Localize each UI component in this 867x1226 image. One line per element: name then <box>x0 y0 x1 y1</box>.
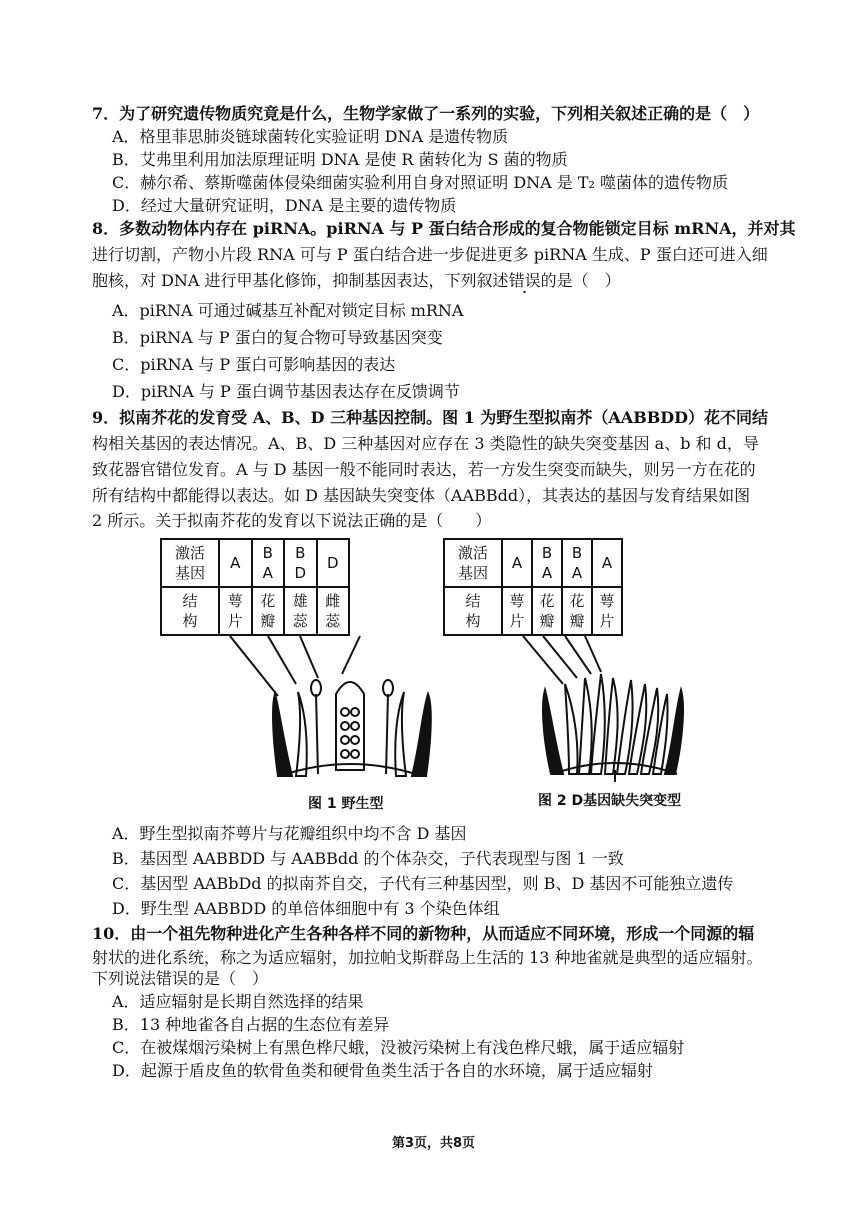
q8-stem-line-1: 8．多数动物体内存在 piRNA。piRNA 与 P 蛋白结合形成的复合物能锁定目标 mRNA，并对其 <box>92 219 796 238</box>
q8-option-d: D．piRNA 与 P 蛋白调节基因表达存在反馈调节 <box>112 382 460 401</box>
fig2-gene-row <box>444 539 622 587</box>
fig2-gene-cell-2: B A <box>532 539 562 587</box>
q10-option-c: C．在被煤烟污染树上有黑色桦尺蛾，没被污染树上有浅色桦尺蛾，属于适应辐射 <box>112 1038 685 1057</box>
fig1-gene-cell-3: B D <box>284 539 317 587</box>
fig2-structure-cell-4: 萼 片 <box>592 587 622 635</box>
q9-stem-line-3: 致花器官错位发育。A 与 D 基因一般不能同时表达，若一方发生突变而缺失，则另一方在花的 <box>92 460 756 479</box>
fig2-structure-cell-1: 萼 片 <box>502 587 532 635</box>
q7-stem: 7．为了研究遗传物质究竟是什么，生物学家做了一系列的实验，下列相关叙述正确的是（ ） <box>92 104 760 123</box>
fig1-structure-cell-2: 花 瓣 <box>252 587 285 635</box>
q10-stem-line-3: 下列说法错误的是（ ） <box>92 969 269 988</box>
fig1-structure-cell-3: 雄 蕊 <box>284 587 317 635</box>
fig2-structure-label: 结 构 <box>444 587 502 635</box>
fig1-gene-cell-4: D <box>317 539 350 587</box>
fig1-structure-row <box>161 587 349 635</box>
q8-stem-line-3 <box>92 270 812 292</box>
fig1-structure-cell-4: 雌 蕊 <box>317 587 350 635</box>
q9-option-d: D．野生型 AABBDD 的单倍体细胞中有 3 个染色体组 <box>112 899 500 918</box>
q8-option-a: A．piRNA 可通过碱基互补配对锁定目标 mRNA <box>112 301 464 320</box>
fig1-flower-illustration <box>200 634 440 784</box>
q10-option-a: A．适应辐射是长期自然选择的结果 <box>112 992 364 1011</box>
q7-option-d: D．经过大量研究证明，DNA 是主要的遗传物质 <box>112 196 457 215</box>
q8-stem-line-2: 进行切割，产物小片段 RNA 可与 P 蛋白结合进一步促进更多 piRNA 生成、P 蛋白还可进入细 <box>92 245 768 264</box>
q9-option-a: A．野生型拟南芥萼片与花瓣组织中均不含 D 基因 <box>112 824 467 843</box>
q9-stem-line-2: 构相关基因的表达情况。A、B、D 三种基因对应存在 3 类隐性的缺失突变基因 a、b 和 d，导 <box>92 434 759 453</box>
q7-option-c: C．赫尔希、蔡斯噬菌体侵染细菌实验利用自身对照证明 DNA 是 T₂ 噬菌体的遗传物质 <box>112 173 729 192</box>
fig2-gene-cell-1: A <box>502 539 532 587</box>
q7-option-a: A．格里菲思肺炎链球菌转化实验证明 DNA 是遗传物质 <box>112 127 509 146</box>
fig1-structure-cell-1: 萼 片 <box>219 587 252 635</box>
fig2-flower-illustration <box>505 634 705 782</box>
fig1-gene-cell-1: A <box>219 539 252 587</box>
q10-stem-line-2: 射状的进化系统，称之为适应辐射，加拉帕戈斯群岛上生活的 13 种地雀就是典型的适应辐射。 <box>92 948 763 967</box>
q8-option-b: B．piRNA 与 P 蛋白的复合物可导致基因突变 <box>112 328 443 347</box>
q9-stem-line-1: 9．拟南芥花的发育受 A、B、D 三种基因控制。图 1 为野生型拟南芥（AABBDD）花不同结 <box>92 408 768 427</box>
q8-emphasis-word: 错误 <box>508 271 541 290</box>
q10-option-b: B．13 种地雀各自占据的生态位有差异 <box>112 1015 390 1034</box>
fig2-gene-cell-3: B A <box>562 539 592 587</box>
q9-option-c: C．基因型 AABbDd 的拟南芥自交，子代有三种基因型，则 B、D 基因不可能独立遗传 <box>112 874 734 893</box>
fig1-table <box>160 538 350 636</box>
q9-option-b: B．基因型 AABBDD 与 AABBdd 的个体杂交，子代表现型与图 1 一致 <box>112 849 624 868</box>
page-number: 第3页，共8页 <box>391 1136 476 1151</box>
fig1-structure-label: 结 构 <box>161 587 219 635</box>
q8-option-c: C．piRNA 与 P 蛋白可影响基因的表达 <box>112 355 396 374</box>
fig2-gene-cell-4: A <box>592 539 622 587</box>
fig2-table <box>443 538 623 636</box>
q9-stem-line-4: 所有结构中都能得以表达。如 D 基因缺失突变体（AABBdd），其表达的基因与发育结果如图 <box>92 486 751 505</box>
q8-stem-line-3-text: 胞核，对 DNA 进行甲基化修饰，抑制基因表达，下列叙述 <box>92 271 509 290</box>
fig1-gene-cell-2: B A <box>252 539 285 587</box>
fig2-gene-label: 激活 基因 <box>444 539 502 587</box>
q10-stem-line-1: 10．由一个祖先物种进化产生各种各样不同的新物种，从而适应不同环境，形成一个同源的辐 <box>92 924 755 943</box>
q7-option-b: B．艾弗里利用加法原理证明 DNA 是使 R 菌转化为 S 菌的物质 <box>112 150 568 169</box>
fig2-structure-row <box>444 587 622 635</box>
q10-option-d: D．起源于盾皮鱼的软骨鱼类和硬骨鱼类生活于各自的水环境，属于适应辐射 <box>112 1061 653 1080</box>
q9-stem-line-5: 2 所示。关于拟南芥花的发育以下说法正确的是（ ） <box>92 511 492 530</box>
fig1-gene-label: 激活 基因 <box>161 539 219 587</box>
fig2-structure-cell-3: 花 瓣 <box>562 587 592 635</box>
q8-stem-tail: 的是（ ） <box>540 271 621 290</box>
fig2-caption: 图 2 D基因缺失突变型 <box>538 793 682 809</box>
fig2-structure-cell-2: 花 瓣 <box>532 587 562 635</box>
fig1-caption: 图 1 野生型 <box>308 796 384 812</box>
fig1-gene-row <box>161 539 349 587</box>
